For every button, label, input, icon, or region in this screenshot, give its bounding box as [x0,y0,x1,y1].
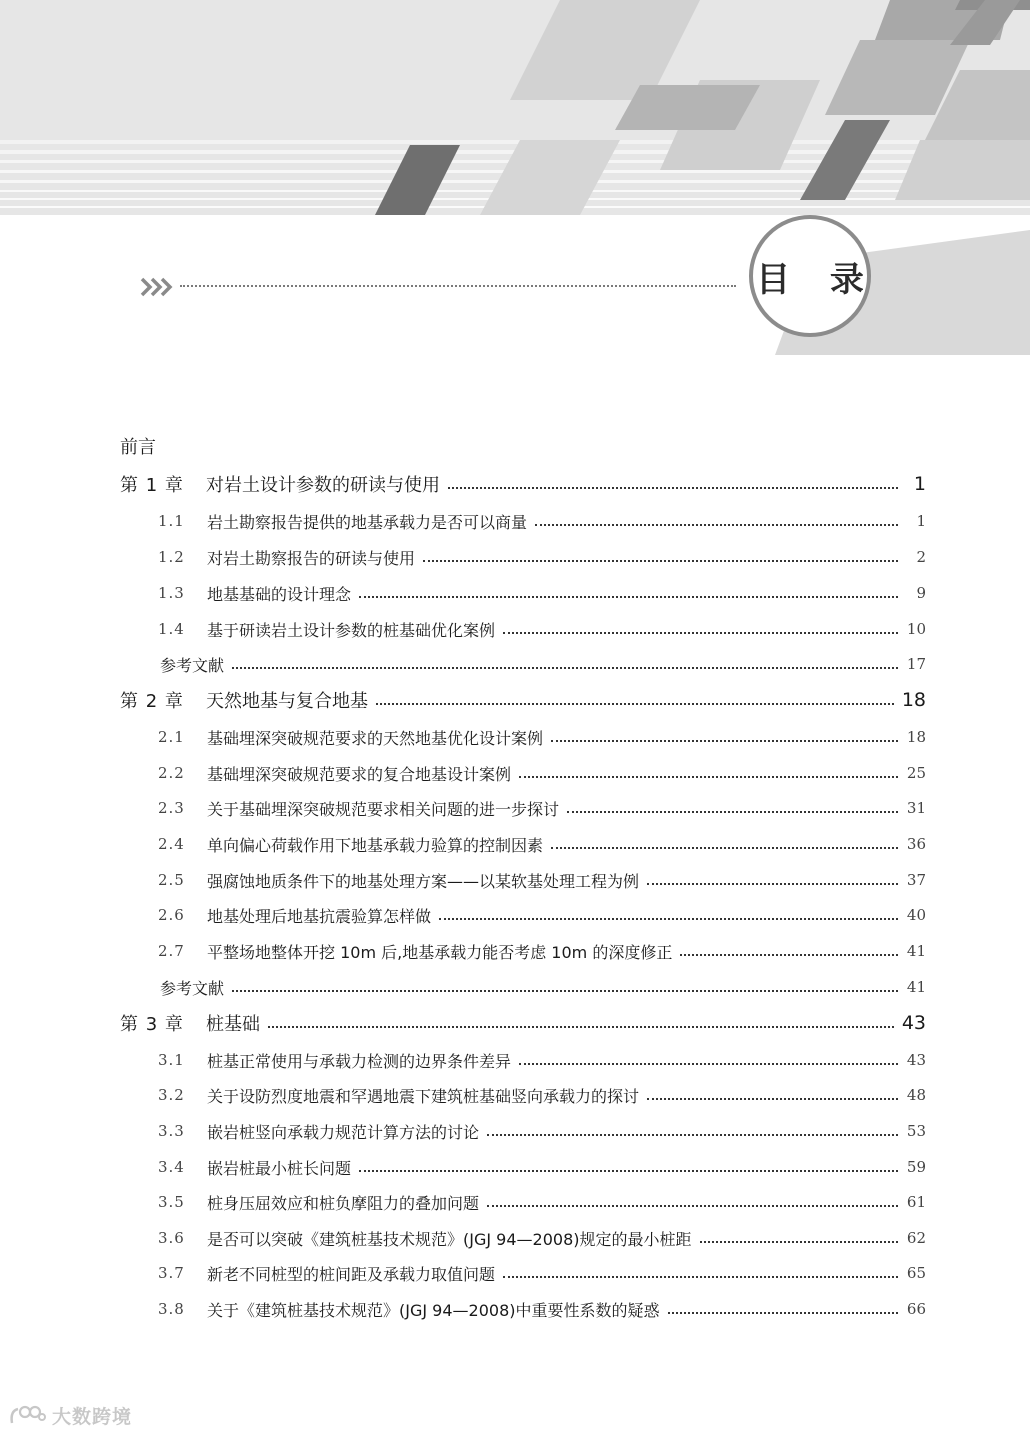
toc-section[interactable] [158,1042,926,1078]
toc-section-number: 1.1 [158,512,185,530]
toc-leader [551,740,898,742]
toc-section-title: 嵌岩桩最小桩长问题 [207,1158,352,1178]
toc-page-number: 53 [906,1122,926,1140]
toc-leader [503,1276,898,1278]
watermark-text: 大数跨境 [52,1405,133,1428]
toc-section-title: 基础埋深突破规范要求的复合地基设计案例 [207,764,512,784]
toc-section-title: 是否可以突破《建筑桩基技术规范》(JGJ 94—2008)规定的最小桩距 [207,1229,692,1249]
toc-leader [423,560,898,562]
toc-page-number: 65 [906,1264,926,1282]
toc-chapter-number: 第 1 章 [120,475,184,496]
toc-leader [680,954,898,956]
toc-section[interactable] [158,575,926,611]
toc-page-number: 1 [916,512,926,530]
toc-page-number: 25 [906,764,926,782]
toc-page-number: 31 [906,799,926,817]
toc-section-title: 对岩土勘察报告的研读与使用 [207,548,416,568]
toc-page-number: 48 [906,1086,926,1104]
toc-section[interactable] [158,503,926,539]
toc-section-number: 3.6 [158,1229,185,1247]
toc-page-number: 37 [906,871,926,889]
toc-leader [232,667,898,669]
toc-page-number: 59 [906,1158,926,1176]
toc-leader [503,632,898,634]
toc-chapter-title: 对岩土设计参数的研读与使用 [206,475,440,496]
toc-leader [647,1098,898,1100]
toc-section-number: 1.2 [158,548,185,566]
toc-page-number: 18 [906,728,926,746]
toc-chapter-number: 第 3 章 [120,1014,184,1035]
toc-chapter[interactable] [120,466,926,502]
toc-section-number: 3.5 [158,1193,185,1211]
toc-section[interactable] [158,1220,926,1256]
toc-section-title: 嵌岩桩竖向承载力规范计算方法的讨论 [207,1122,480,1142]
toc-page-number: 36 [906,835,926,853]
toc-section[interactable] [158,719,926,755]
toc-section-title: 基础埋深突破规范要求的天然地基优化设计案例 [207,728,544,748]
toc-references-title: 参考文献 [160,978,225,998]
toc-leader [700,1241,899,1243]
toc-section[interactable] [158,1291,926,1327]
toc-chapter[interactable] [120,1005,926,1041]
toc-section-title: 强腐蚀地质条件下的地基处理方案——以某软基处理工程为例 [207,871,640,891]
toc-leader [535,524,898,526]
toc-page-number: 18 [901,689,926,711]
toc-section-number: 2.3 [158,799,185,817]
toc-section-number: 3.1 [158,1051,185,1069]
toc-preface-label: 前言 [120,437,156,458]
toc-page-number: 17 [906,655,926,673]
toc-section-number: 1.4 [158,620,185,638]
toc-page-number: 43 [906,1051,926,1069]
toc-chapter-title: 桩基础 [206,1014,260,1035]
toc-page-number: 41 [906,942,926,960]
toc-section[interactable] [158,1149,926,1185]
toc-section-title: 关于基础埋深突破规范要求相关问题的进一步探讨 [207,799,560,819]
toc-section-number: 3.3 [158,1122,185,1140]
toc-section-number: 2.6 [158,906,185,924]
toc-section-title: 地基基础的设计理念 [207,584,352,604]
toc-section-number: 3.8 [158,1300,185,1318]
toc-preface[interactable] [120,428,240,464]
toc-leader [647,883,898,885]
toc-section[interactable] [158,611,926,647]
toc-leader [487,1205,898,1207]
toc-section-title: 桩基正常使用与承载力检测的边界条件差异 [207,1051,512,1071]
toc-leader [668,1312,899,1314]
toc-section-title: 单向偏心荷载作用下地基承载力验算的控制因素 [207,835,544,855]
toc-page-number: 66 [906,1300,926,1318]
toc-section[interactable] [158,1184,926,1220]
toc-page-number: 40 [906,906,926,924]
toc-page-number: 10 [906,620,926,638]
toc-section[interactable] [158,933,926,969]
toc-section-number: 1.3 [158,584,185,602]
toc-section[interactable] [158,897,926,933]
toc-section-number: 3.7 [158,1264,185,1282]
toc-leader [439,918,898,920]
toc-page-number: 61 [906,1193,926,1211]
toc-section-number: 3.2 [158,1086,185,1104]
toc-references[interactable] [160,969,926,1005]
toc-page-number: 9 [916,584,926,602]
toc-section-number: 2.2 [158,764,185,782]
toc-leader [519,776,898,778]
toc-section[interactable] [158,539,926,575]
toc-leader [519,1063,898,1065]
toc-section-title: 平整场地整体开挖 10m 后,地基承载力能否考虑 10m 的深度修正 [207,942,673,962]
toc-section-number: 3.4 [158,1158,185,1176]
page-title: 目 录 [756,259,878,300]
toc-section-number: 2.4 [158,835,185,853]
toc-references-title: 参考文献 [160,655,225,675]
header-dotted-rule [180,285,736,287]
toc-section[interactable] [158,862,926,898]
toc-section-title: 桩身压屈效应和桩负摩阻力的叠加问题 [207,1193,480,1213]
toc-section-title: 关于设防烈度地震和罕遇地震下建筑桩基础竖向承载力的探讨 [207,1086,640,1106]
toc-section-number: 2.7 [158,942,185,960]
toc-page-number: 43 [901,1012,926,1034]
toc-leader [567,811,898,813]
toc-section-number: 2.1 [158,728,185,746]
toc-page-number: 41 [906,978,926,996]
watermark [8,1402,132,1428]
toc-chapter-number: 第 2 章 [120,691,184,712]
chevron-arrows-icon [140,276,174,298]
toc-section-title: 基于研读岩土设计参数的桩基础优化案例 [207,620,496,640]
toc-section-title: 地基处理后地基抗震验算怎样做 [207,906,432,926]
toc-page-number: 1 [913,473,926,495]
toc-section[interactable] [158,755,926,791]
toc-page-number: 62 [906,1229,926,1247]
toc-leader [551,847,898,849]
toc-references[interactable] [160,646,926,682]
toc-leader [448,487,898,489]
toc-section[interactable] [158,826,926,862]
toc-section-number: 2.5 [158,871,185,889]
title-badge [749,215,878,337]
header-banner [0,0,1030,360]
toc-section-title: 岩土勘察报告提供的地基承载力是否可以商量 [207,512,528,532]
toc-section[interactable] [158,1113,926,1149]
toc-section[interactable] [158,790,926,826]
watermark-logo-icon [8,1403,48,1427]
toc-leader [232,990,898,992]
toc-leader [487,1134,898,1136]
toc-leader [268,1026,894,1028]
toc-leader [376,703,894,705]
toc-section[interactable] [158,1255,926,1291]
toc-leader [359,596,898,598]
toc-chapter[interactable] [120,682,926,718]
toc-section-title: 关于《建筑桩基技术规范》(JGJ 94—2008)中重要性系数的疑惑 [207,1300,660,1320]
toc-chapter-title: 天然地基与复合地基 [206,691,368,712]
toc-leader [359,1170,898,1172]
toc-section[interactable] [158,1077,926,1113]
toc-section-title: 新老不同桩型的桩间距及承载力取值问题 [207,1264,496,1284]
toc-page-number: 2 [916,548,926,566]
